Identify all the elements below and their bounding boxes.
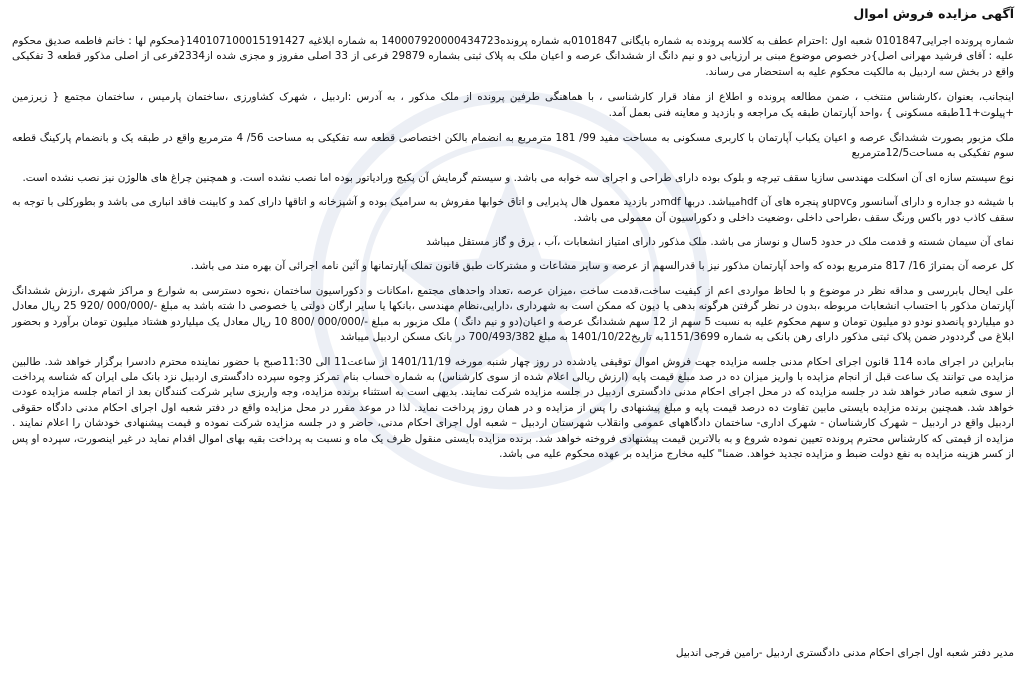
- notice-title: آگهی مزایده فروش اموال: [853, 6, 1014, 21]
- paragraph-case-reference: شماره پرونده اجرایی0101847 شعبه اول :احترام عطف به کلاسه پرونده به شماره بایگانی 0101847به شماره پرونده140007920000434723 به شماره ابلاغیه 140107100015191427{محکوم لها : خانم فاطمه صدیق محکوم علیه : آقای فرشید مهرانی اصل}در خصوص موضوع مبنی بر ارزیابی دو و نیم دانگ از ششدانگ عرصه و اعیان ملک به پلاک ثبتی بشماره 29879 فرعی از 33 اصلی مفروز و مجزی شده از2334فرعی از اصلی مذکور قطعه 3 تفکیکی واقع در بخش سه اردبیل به مالکیت محکوم علیه به استحضار می رساند.: [12, 35, 1015, 78]
- paragraph-interior: با شیشه دو جداره و دارای آسانسور وupvcو پنجره های آن hdfمیباشد. دربها mdfدر بازدید معمول هال پذیرایی و اتاق خوابها مفروش به سرامیک بوده و آشپزخانه و اتاقها دارای کمد و کابینت فاقد انباری می باشد و بطورکلی با توجه به سقف کاذب دور باکس ورنگ سقف ،طراحی داخلی ،وضعیت داخلی و دکوراسیون آن معمولی می باشد.: [12, 196, 1015, 224]
- paragraph-auction-terms: بنابراین در اجرای ماده 114 قانون اجرای احکام مدنی جلسه مزایده جهت فروش اموال توقیفی یادشده در روز چهار شنبه مورخه 1401/11/19 از ساعت11 الی 11:30صبح با حضور نماینده محترم دادسرا برگزار خواهد شد. طالبین مزایده می توانند یک ساعت قبل از انجام مزایده با واریز میزان ده در صد مبلغ قیمت پایه (ارزش ریالی اعلام شده از سوی کارشناس) به شماره حساب بنام تمرکز وجوه سپرده دادگستری اردبیل نزد بانک ملی ایران که شناسه پرداخت از سوی شعبه صادر خواهد شد در جلسه مزایده که در محل اجرای احکام مدنی دادگستری اردبیل در جلسه مزایده شرکت نمایند. بدیهی است به استثناء برنده مزایده، وجه واریزی سایر شرکت کنندگان بعد از اتمام جلسه مزایده عودت خواهد شد. همچنین برنده مزایده بایستی مابین تفاوت ده درصد قیمت پایه و مبلغ پیشنهادی را پس از مزایده و در همان روز پرداخت نماید. لذا در موعد مقرر در محل مزایده واقع در دفتر شعبه اول اجرای احکام مدنی دادگاه حقوقی اردبیل واقع در اردبیل – شهرک کارشناسان - شهرک اداری- ساختمان دادگاههای عمومی وانقلاب شهرستان اردبیل – شعبه اول اجرای احکام مدنی، حاضر و در جلسه مزایده شرکت نموده و قیمت پیشنهادی خودشان را اعلام نمایند . مزایده از قیمتی که کارشناس محترم پرونده تعیین نموده شروع و به بالاترین قیمت پیشنهادی فروخته خواهد شد. برنده مزایده بایستی منقول ظرف یک ماه و نسبت به پرداخت بقیه بهای اموال اقدام نماید در غیر اینصورت، سپرده او پس از کسر هزینه مزایده به نفع دولت ضبط و مزایده تجدید خواهد. ضمنا" کلیه مخارج مزایده بر عهده محکوم علیه می باشد.: [12, 355, 1014, 460]
- signature-line: مدیر دفتر شعبه اول اجرای احکام مدنی دادگستری اردبیل -رامین فرجی اندبیل: [675, 647, 1014, 659]
- paragraph-facade: نمای آن سیمان شسته و قدمت ملک در حدود 5سال و نوساز می باشد. ملک مذکور دارای امتیاز انشعابات ،آب ، برق و گاز مستقل میباشد: [426, 236, 1014, 249]
- paragraph-structure: نوع سیستم سازه ای آن اسکلت مهندسی سازیا سقف تیرچه و بلوک بوده دارای طراحی و اجرای سه خوابه می باشد. و سیستم گرمایش آن پکیج ورادیاتور بوده اما نصب نشده است. و همچنین چراغ های هالوژن نیز نصب نشده است.: [22, 171, 1014, 184]
- paragraph-property-area: ملک مزبور بصورت ششدانگ عرصه و اعیان یکباب آپارتمان با کاربری مسکونی به مساحت مفید 99/ 181 مترمربع به انضمام بالکن اختصاصی قطعه سه تفکیکی به مساحت 56/ 4 مترمربع واقع در طبقه یک و بانضمام پارکینگ قطعه سوم تفکیکی به مساحت12/5مترمربع: [12, 132, 1015, 160]
- paragraph-expert-visit: اینجانب، بعنوان ،کارشناس منتخب ، ضمن مطالعه پرونده و اطلاع از مفاد قرار کارشناسی ، با هماهنگی طرفین پرونده از ملک مذکور ، به آدرس :اردبیل ، شهرک کشاورزی ،ساختمان پارمیس ، ساختمان مجتمع { زیرزمین +پیلوت+11طبقه مسکونی } ،واحد آپارتمان طبقه یک مراجعه و بازدید و معاینه فنی بعمل آمد.: [12, 91, 1014, 119]
- paragraph-valuation: علی ایحال بابررسی و مداقه نظر در موضوع و با لحاظ مواردی اعم از کیفیت ساخت،قدمت ساخت ،میزان عرصه ،تعداد واحدهای مجتمع ،امکانات و دکوراسیون ساختمان ،نحوه دسترسی به شوارع و مراکز شهری ،ارزش ششدانگ آپارتمان مذکور با احتساب انشعابات مربوطه ،بدون در نظر گرفتن هرگونه بدهی یا دیون که ممکن است به شهرداری ،دارایی،نظام مهندسی ،بانکها یا سایر ارگان دولتی یا خصوصی دا شته باشد به مبلغ -/000/000 /920 25 ریال معادل دو میلیاردو پانصدو نودو دو میلیون تومان و سهم محکوم علیه به نسبت 5 سهم از 12 سهم ششدانگ عرصه و اعیان(دو و نیم دانگ ) ملک مزبور به مبلغ -/000/000 /800 10 ریال معادل یک میلیاردو هشتاد میلیون تومان برآورد و بحضور ابلاغ می گرددودر ضمن پلاک ثبتی مذکور دارای رهن بانکی به شماره 1151/3699به تاریخ1401/10/22 به مبلغ 700/493/382 در بانک مسکن اردبیل میباشد: [12, 284, 1014, 344]
- paragraph-land-area: کل عرصه آن بمتراژ 16/ 817 مترمربع بوده که واحد آپارتمان مذکور نیز با قدرالسهم از عرصه و سایر مشاعات و مشترکات طبق قانون تملک آپارتمانها و آئین نامه اجرائی آن بهره مند می باشد.: [190, 260, 1014, 273]
